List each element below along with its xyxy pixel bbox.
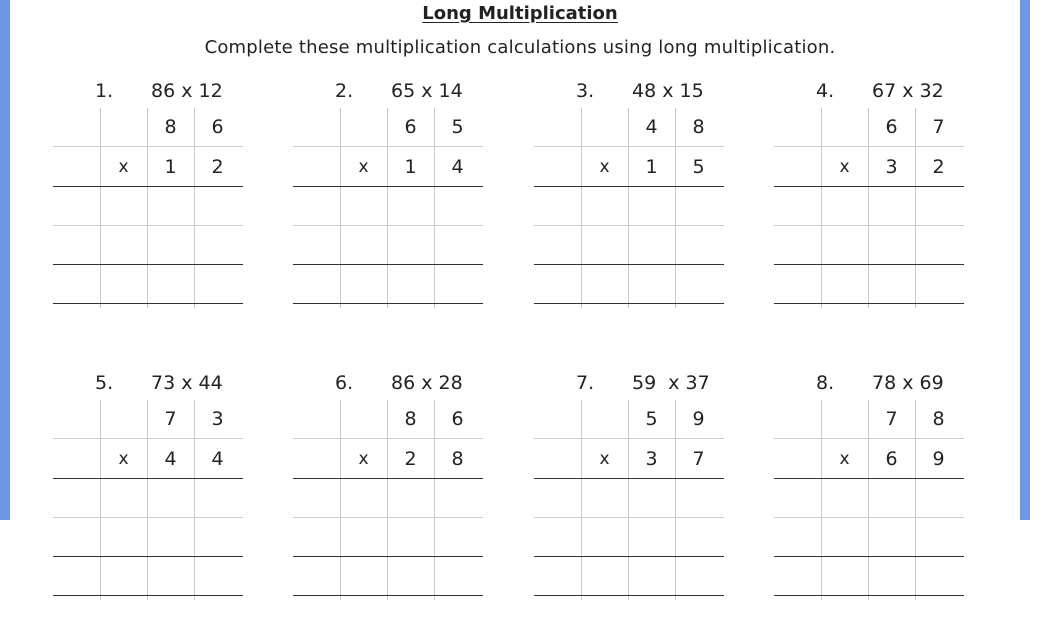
multiply-sign: x: [839, 449, 850, 469]
answer-rule-line: [774, 303, 964, 304]
page-title: Long Multiplication: [422, 3, 618, 24]
answer-rule-line: [774, 556, 964, 557]
problem-6: [293, 372, 493, 632]
answer-rule-line: [53, 264, 243, 265]
multiplier-tens-digit: 1: [404, 156, 417, 178]
problem-number: 4.: [816, 80, 835, 102]
problem-4: [774, 80, 974, 340]
working-grid: [774, 400, 964, 600]
multiplier-tens-digit: 3: [885, 156, 898, 178]
answer-rule-line: [534, 478, 724, 479]
multiplicand-ones-digit: 8: [932, 408, 945, 430]
multiplier-ones-digit: 8: [451, 448, 464, 470]
grid-row-line: [534, 146, 724, 147]
working-grid: [774, 108, 964, 308]
answer-rule-line: [774, 264, 964, 265]
grid-row-line: [53, 146, 243, 147]
problem-header: [774, 80, 974, 104]
problem-expression: 73 x 44: [151, 372, 223, 394]
grid-column-line: [581, 108, 582, 308]
multiplicand-ones-digit: 3: [211, 408, 224, 430]
problem-header: [534, 80, 734, 104]
problem-8: [774, 372, 974, 632]
instructions-text: Complete these multiplication calculations using long multiplication.: [204, 37, 836, 58]
problem-number: 7.: [576, 372, 595, 394]
answer-rule-line: [293, 303, 483, 304]
grid-row-line: [53, 517, 243, 518]
multiplicand-tens-digit: 5: [645, 408, 658, 430]
answer-rule-line: [53, 478, 243, 479]
grid-column-line: [340, 108, 341, 308]
grid-row-line: [534, 517, 724, 518]
grid-row-line: [774, 225, 964, 226]
problem-2: [293, 80, 493, 340]
answer-rule-line: [534, 595, 724, 596]
working-grid: [53, 108, 243, 308]
multiply-sign: x: [118, 449, 129, 469]
problem-expression: 78 x 69: [872, 372, 944, 394]
working-grid: [534, 108, 724, 308]
working-grid: [53, 400, 243, 600]
problem-1: [53, 80, 253, 340]
multiplier-tens-digit: 4: [164, 448, 177, 470]
problem-expression: 67 x 32: [872, 80, 944, 102]
multiplicand-ones-digit: 8: [692, 116, 705, 138]
multiplicand-ones-digit: 9: [692, 408, 705, 430]
answer-rule-line: [53, 556, 243, 557]
multiplier-ones-digit: 5: [692, 156, 705, 178]
problem-number: 1.: [95, 80, 114, 102]
problem-expression: 48 x 15: [632, 80, 704, 102]
grid-row-line: [53, 225, 243, 226]
grid-row-line: [293, 438, 483, 439]
answer-rule-line: [293, 595, 483, 596]
problem-expression: 86 x 28: [391, 372, 463, 394]
grid-row-line: [534, 225, 724, 226]
multiplicand-ones-digit: 5: [451, 116, 464, 138]
grid-row-line: [774, 517, 964, 518]
problem-expression: 65 x 14: [391, 80, 463, 102]
multiply-sign: x: [599, 449, 610, 469]
grid-column-line: [581, 400, 582, 600]
grid-column-line: [821, 108, 822, 308]
multiplier-tens-digit: 2: [404, 448, 417, 470]
multiplicand-tens-digit: 6: [404, 116, 417, 138]
problem-header: [774, 372, 974, 396]
grid-column-line: [100, 108, 101, 308]
multiplicand-ones-digit: 7: [932, 116, 945, 138]
multiplier-ones-digit: 2: [211, 156, 224, 178]
problem-expression: 59 x 37: [632, 372, 710, 394]
multiplier-ones-digit: 9: [932, 448, 945, 470]
multiplier-tens-digit: 3: [645, 448, 658, 470]
answer-rule-line: [293, 478, 483, 479]
answer-rule-line: [534, 264, 724, 265]
answer-rule-line: [534, 556, 724, 557]
grid-row-line: [53, 438, 243, 439]
working-grid: [534, 400, 724, 600]
multiplicand-tens-digit: 8: [164, 116, 177, 138]
problem-7: [534, 372, 734, 632]
problem-header: [293, 80, 493, 104]
answer-rule-line: [774, 186, 964, 187]
problem-header: [53, 372, 253, 396]
problem-5: [53, 372, 253, 632]
right-page-border: [1020, 0, 1030, 520]
problem-number: 6.: [335, 372, 354, 394]
grid-row-line: [774, 146, 964, 147]
answer-rule-line: [774, 478, 964, 479]
multiplier-ones-digit: 4: [451, 156, 464, 178]
multiplicand-ones-digit: 6: [451, 408, 464, 430]
left-page-border: [0, 0, 10, 520]
grid-row-line: [293, 146, 483, 147]
answer-rule-line: [534, 186, 724, 187]
multiply-sign: x: [118, 157, 129, 177]
problem-header: [53, 80, 253, 104]
multiplier-tens-digit: 1: [164, 156, 177, 178]
answer-rule-line: [293, 186, 483, 187]
grid-column-line: [100, 400, 101, 600]
multiplier-ones-digit: 7: [692, 448, 705, 470]
grid-column-line: [821, 400, 822, 600]
grid-row-line: [534, 438, 724, 439]
problem-expression: 86 x 12: [151, 80, 223, 102]
multiplicand-tens-digit: 8: [404, 408, 417, 430]
answer-rule-line: [293, 556, 483, 557]
multiplier-tens-digit: 6: [885, 448, 898, 470]
answer-rule-line: [53, 303, 243, 304]
multiplier-ones-digit: 4: [211, 448, 224, 470]
problem-number: 2.: [335, 80, 354, 102]
answer-rule-line: [774, 595, 964, 596]
answer-rule-line: [293, 264, 483, 265]
multiplier-ones-digit: 2: [932, 156, 945, 178]
multiplicand-tens-digit: 6: [885, 116, 898, 138]
multiplier-tens-digit: 1: [645, 156, 658, 178]
working-grid: [293, 400, 483, 600]
answer-rule-line: [534, 303, 724, 304]
multiplicand-tens-digit: 7: [164, 408, 177, 430]
problem-3: [534, 80, 734, 340]
grid-row-line: [293, 225, 483, 226]
grid-column-line: [340, 400, 341, 600]
problem-number: 3.: [576, 80, 595, 102]
multiply-sign: x: [599, 157, 610, 177]
multiplicand-ones-digit: 6: [211, 116, 224, 138]
problem-number: 5.: [95, 372, 114, 394]
multiplicand-tens-digit: 7: [885, 408, 898, 430]
problem-number: 8.: [816, 372, 835, 394]
grid-row-line: [293, 517, 483, 518]
multiply-sign: x: [358, 157, 369, 177]
problem-header: [534, 372, 734, 396]
answer-rule-line: [53, 186, 243, 187]
answer-rule-line: [53, 595, 243, 596]
multiply-sign: x: [839, 157, 850, 177]
multiply-sign: x: [358, 449, 369, 469]
working-grid: [293, 108, 483, 308]
problem-header: [293, 372, 493, 396]
grid-row-line: [774, 438, 964, 439]
multiplicand-tens-digit: 4: [645, 116, 658, 138]
